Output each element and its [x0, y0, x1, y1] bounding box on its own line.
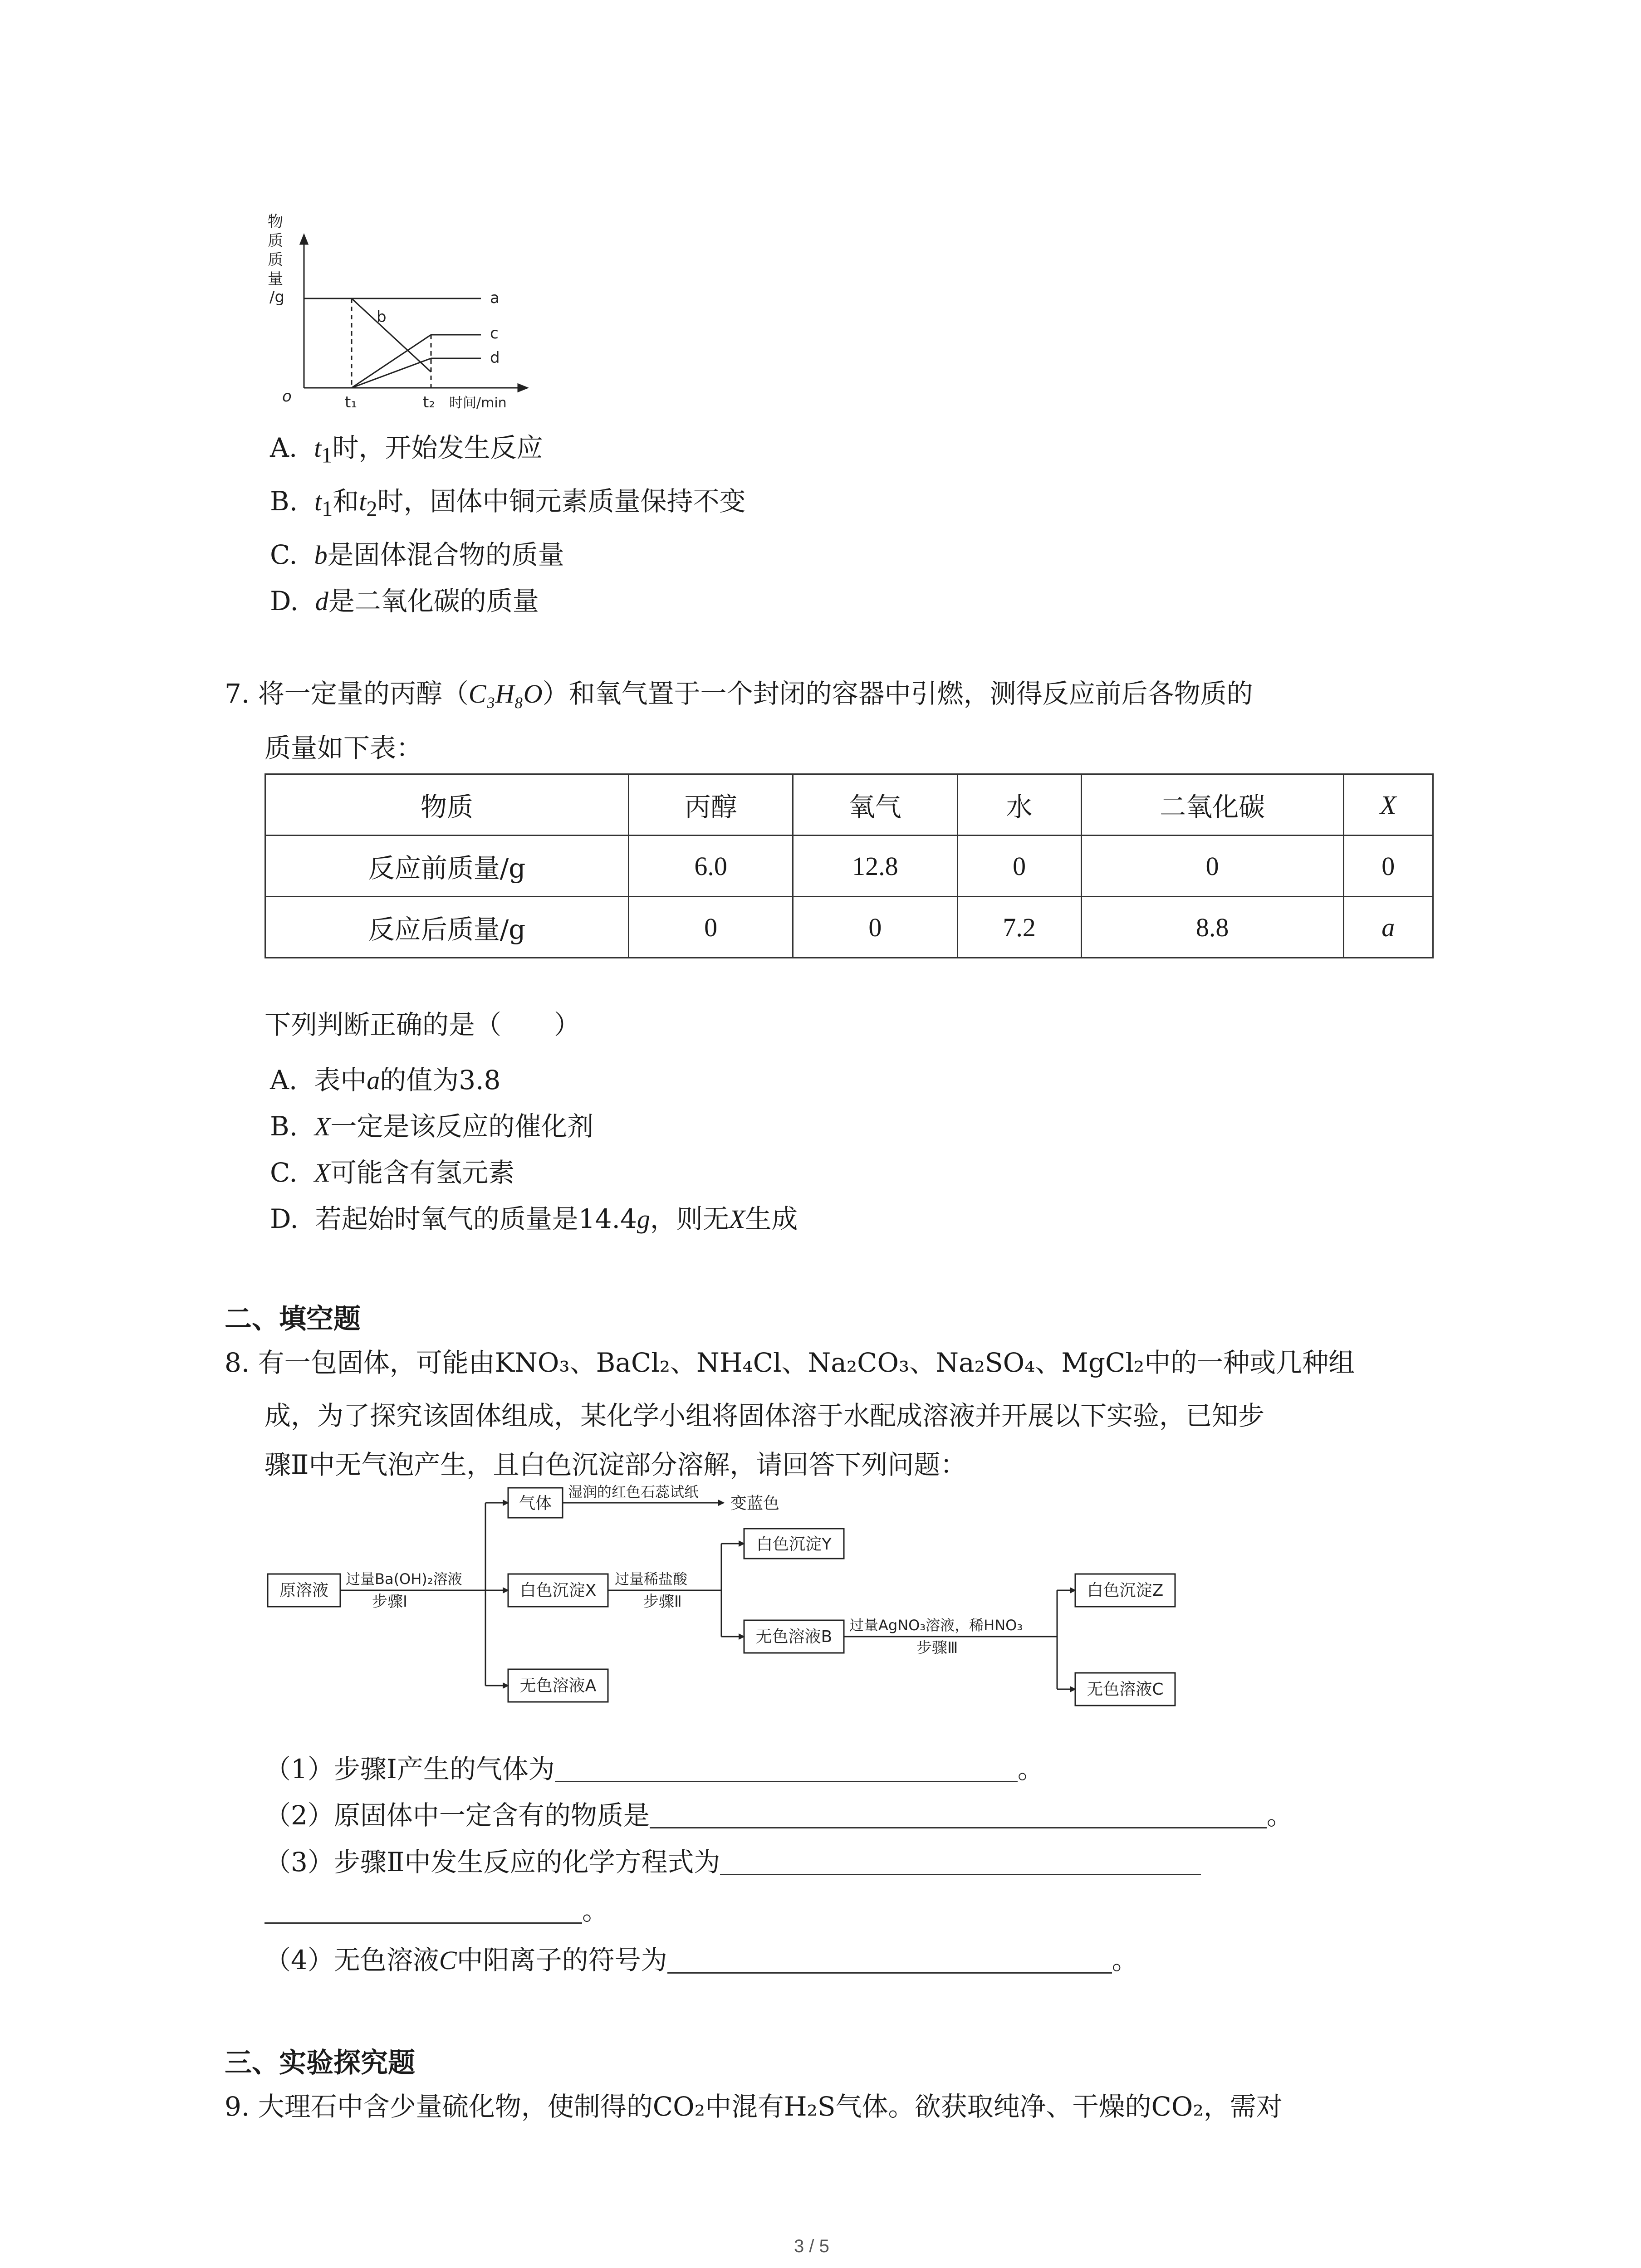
- table-cell: 0: [1343, 836, 1433, 897]
- flow-ppt-y: 白色沉淀Y: [756, 1535, 832, 1554]
- graph-origin: o: [282, 387, 292, 406]
- section-title-experiment: 三、实验探究题: [225, 2047, 415, 2079]
- q7-option-a[interactable]: A. 表中a的值为3.8: [270, 1065, 501, 1095]
- q6-option-c[interactable]: C. b是固体混合物的质量: [270, 539, 564, 570]
- page-number: 3 / 5: [794, 2236, 829, 2256]
- q7-stem-line1: 7. 将一定量的丙醇（C₃H₈O）和氧气置于一个封闭的容器中引燃，测得反应前后各物质的: [225, 678, 1253, 709]
- label-d: d: [490, 349, 500, 367]
- flow-ppt-x: 白色沉淀X: [519, 1581, 597, 1600]
- table-cell: 12.8: [793, 836, 957, 897]
- svg-text:量: 量: [268, 270, 283, 288]
- flow-start: 原溶液: [279, 1581, 329, 1600]
- flow-sol-a: 无色溶液A: [519, 1677, 597, 1695]
- q7-option-d[interactable]: D. 若起始时氧气的质量是14.4g，则无X生成: [270, 1203, 798, 1234]
- q7-mass-table: [265, 773, 1434, 958]
- table-cell: 氧气: [793, 774, 957, 836]
- svg-text:质: 质: [268, 251, 283, 269]
- flow-sol-c: 无色溶液C: [1087, 1680, 1164, 1699]
- q6-option-b[interactable]: B. $t_1$和$t_2$时，固体中铜元素质量保持不变: [270, 486, 746, 521]
- table-cell: 丙醇: [629, 774, 793, 836]
- svg-text:质: 质: [268, 232, 283, 250]
- answer-blank-2[interactable]: [650, 1801, 1267, 1828]
- q7-stem-line2: 质量如下表：: [265, 733, 423, 763]
- table-cell: 反应后质量/g: [265, 897, 629, 958]
- mass-time-graph: [254, 213, 544, 426]
- table-cell: a: [1343, 897, 1433, 958]
- q8-sub2: （2）原固体中一定含有的物质是 。: [265, 1800, 1293, 1831]
- q8-sub1: （1）步骤Ⅰ产生的气体为 。: [265, 1754, 1044, 1784]
- q8-stem-line3: 骤Ⅱ中无气泡产生，且白色沉淀部分溶解，请回答下列问题：: [265, 1449, 967, 1480]
- curve-d: [352, 358, 431, 388]
- table-cell: 水: [957, 774, 1081, 836]
- graph-ylabel-1: 物: [268, 213, 283, 231]
- flow-sol-b: 无色溶液B: [755, 1628, 833, 1646]
- table-row: [265, 836, 1433, 897]
- answer-blank-3b[interactable]: [265, 1896, 582, 1924]
- flow-step1-reagent: 过量Ba(OH)₂溶液: [346, 1570, 462, 1588]
- flow-gas: 气体: [519, 1494, 552, 1513]
- table-cell: 0: [957, 836, 1081, 897]
- q8-sub4: （4）无色溶液C中阳离子的符号为 。: [265, 1945, 1138, 1975]
- q7-option-b[interactable]: B. X一定是该反应的催化剂: [270, 1111, 594, 1142]
- label-b: b: [377, 308, 387, 326]
- table-cell: 6.0: [629, 836, 793, 897]
- table-cell: 反应前质量/g: [265, 836, 629, 897]
- q8-stem-line1: 8. 有一包固体，可能由KNO₃、BaCl₂、NH₄Cl、Na₂CO₃、Na₂SO₄、MgCl₂中的一种或几种组: [225, 1347, 1355, 1378]
- flow-step3-reagent: 过量AgNO₃溶液，稀HNO₃: [849, 1617, 1023, 1634]
- graph-xlabel: 时间/min: [449, 395, 507, 411]
- q6-option-a[interactable]: A. $t_1$时，开始发生反应: [270, 432, 543, 468]
- table-cell: 0: [793, 897, 957, 958]
- table-cell: 8.8: [1081, 897, 1343, 958]
- table-row: [265, 897, 1433, 958]
- graph-t2: t₂: [423, 393, 435, 411]
- q9-stem-line1: 9. 大理石中含少量硫化物，使制得的CO₂中混有H₂S气体。欲获取纯净、干燥的CO₂，需对: [225, 2091, 1283, 2122]
- svg-text:/g: /g: [269, 288, 285, 306]
- q8-sub3: （3）步骤Ⅱ中发生反应的化学方程式为: [265, 1848, 1201, 1875]
- flow-step3-label: 步骤Ⅲ: [916, 1639, 958, 1657]
- table-cell: 7.2: [957, 897, 1081, 958]
- label-c: c: [490, 324, 499, 342]
- table-cell: 二氧化碳: [1081, 774, 1343, 836]
- flow-step1-label: 步骤Ⅰ: [372, 1593, 408, 1611]
- flow-step2-reagent: 过量稀盐酸: [615, 1570, 688, 1588]
- flow-gas-result: 变蓝色: [730, 1494, 780, 1513]
- answer-blank-1[interactable]: [555, 1755, 1018, 1782]
- table-cell: 0: [629, 897, 793, 958]
- table-row-header: [265, 774, 1433, 836]
- table-cell: 物质: [265, 774, 629, 836]
- q7-option-c[interactable]: C. X可能含有氢元素: [270, 1157, 515, 1188]
- q8-sub3-cont: 。: [265, 1896, 608, 1924]
- q7-prompt: 下列判断正确的是（ ）: [265, 1009, 581, 1040]
- flow-ppt-z: 白色沉淀Z: [1087, 1581, 1164, 1600]
- answer-blank-3a[interactable]: [720, 1848, 1201, 1875]
- flow-step2-label: 步骤Ⅱ: [643, 1593, 682, 1611]
- flow-gas-test: 湿润的红色石蕊试纸: [568, 1483, 699, 1501]
- section-title-fill-blank: 二、填空题: [225, 1303, 361, 1335]
- table-cell: 0: [1081, 836, 1343, 897]
- graph-t1: t₁: [345, 393, 357, 411]
- q6-option-d[interactable]: D. d是二氧化碳的质量: [270, 586, 539, 616]
- table-cell: X: [1343, 774, 1433, 836]
- answer-blank-4[interactable]: [667, 1946, 1112, 1974]
- experiment-flowchart: [263, 1483, 1279, 1724]
- q8-stem-line2: 成，为了探究该固体组成，某化学小组将固体溶于水配成溶液并开展以下实验，已知步: [265, 1400, 1265, 1431]
- label-a: a: [490, 289, 500, 307]
